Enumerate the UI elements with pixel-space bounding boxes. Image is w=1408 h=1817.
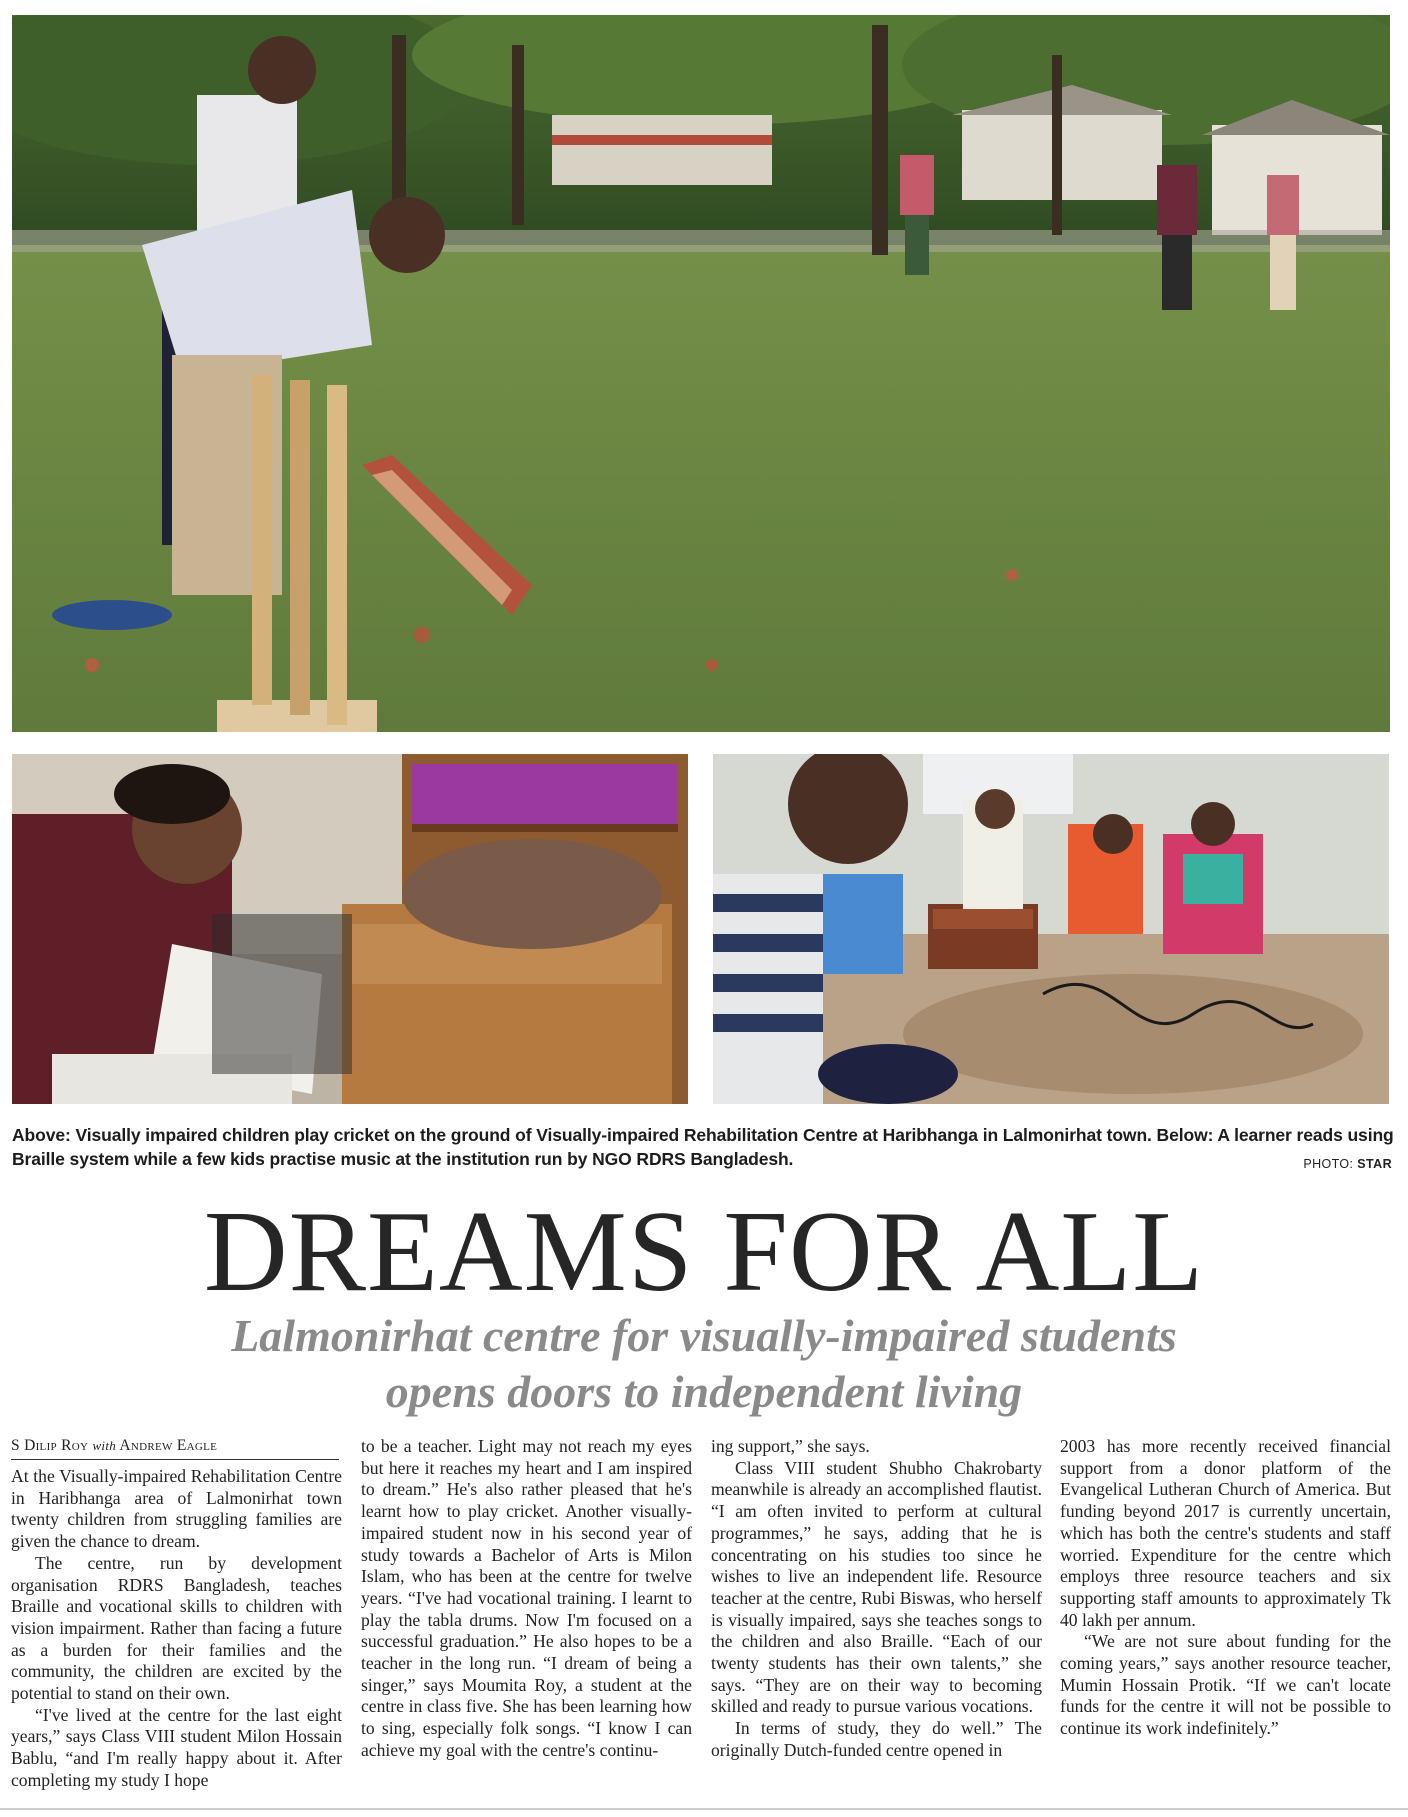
byline-with: with [92,1438,117,1453]
subheadline-line2: opens doors to independent living [385,1366,1023,1417]
article-paragraph: to be a teacher. Light may not reach my eyes but here it reaches my heart and I am inspired to dream.” He's also rather pleased that he's learnt how to play cricket. Another visually-impaired student now in his second year of study towards a Bachelor of Arts is Milon Islam, who has been at the centre for twelve years. “I've had vocational training. I learnt to play the tabla drums. Now I'm focused on a successful graduation.” He also hopes to be a teacher in the long run. “I dream of being a singer,” says Moumita Roy, a student at the centre in class five. She has been learning how to sing, especially folk songs. “I know I can achieve my goal with the centre's continu- [361,1436,692,1760]
article-column-4 [1060,1436,1391,1740]
photo-credit-source: STAR [1357,1157,1392,1171]
byline-author-1: S Dilip Roy [11,1437,89,1454]
article-column-1 [11,1436,342,1792]
article-paragraph: In terms of study, they do well.” The originally Dutch-funded centre opened in [711,1718,1042,1760]
article-column-3 [711,1436,1042,1762]
byline-author-2: Andrew Eagle [119,1437,218,1454]
article-paragraph: ing support,” she says. [711,1436,870,1456]
headline: DREAMS FOR ALL [203,1188,1205,1316]
braille-scene-image [12,754,688,1104]
cricket-scene-image [12,15,1390,732]
subheadline-line1: Lalmonirhat centre for visually-impaired students [231,1310,1177,1361]
article-paragraph: At the Visually-impaired Rehabilitation Centre in Haribhanga area of Lalmonirhat town twenty children from struggling families are given the chance to dream. [11,1466,342,1552]
article-paragraph: 2003 has more recently received financial support from a donor platform of the Evangelical Lutheran Church of America. But funding beyond 2017 is currently uncertain, which has both the centre's students and staff worried. Expenditure for the centre which employs three resource teachers and six supporting staff amounts to approximately Tk 40 lakh per annum. [1060,1436,1391,1630]
byline [11,1436,339,1460]
photo-credit-label: PHOTO: [1303,1157,1354,1171]
photo-credit [1303,1157,1392,1171]
photo-cricket [12,15,1390,732]
article-paragraph: “We are not sure about funding for the coming years,” says another resource teacher, Mumin Hossain Protik. “If we can't locate funds for the centre it will not be possible to continue its work indefinitely.” [1060,1631,1391,1739]
article-paragraph: Class VIII student Shubho Chakrobarty meanwhile is already an accomplished flautist. “I am often invited to perform at cultural programmes,” he says, adding that he is concentrating on his studies too since he wishes to live an independent life. Resource teacher at the centre, Rubi Biswas, who herself is visually impaired, says she teaches songs to the children and also Braille. “Each of our twenty students has their own talents,” she says. “They are on their way to becoming skilled and ready to pursue various vocations. [711,1457,1042,1717]
article-paragraph: The centre, run by development organisation RDRS Bangladesh, teaches Braille and vocational skills to children with vision impairment. Rather than facing a future as a burden for their families and the community, the children are excited by the potential to stand on their own. [11,1552,342,1704]
subheadline [0,1308,1408,1420]
article-paragraph: “I've lived at the centre for the last eight years,” says Class VIII student Milon Hossain Bablu, “and I'm really happy about it. After completing my study I hope [11,1704,342,1790]
photo-braille-reader [12,754,688,1104]
music-scene-image [713,754,1389,1104]
photo-caption: Above: Visually impaired children play cricket on the ground of Visually-impaired Rehabilitation Centre at Haribhanga in Lalmonirhat town. Below: A learner reads using Braille system while a few kids practise music at the institution run by NGO RDRS Bangladesh. [12,1125,1394,1169]
bottom-rule [0,1808,1408,1810]
photo-music-practice [713,754,1389,1104]
article-column-2 [361,1436,692,1762]
